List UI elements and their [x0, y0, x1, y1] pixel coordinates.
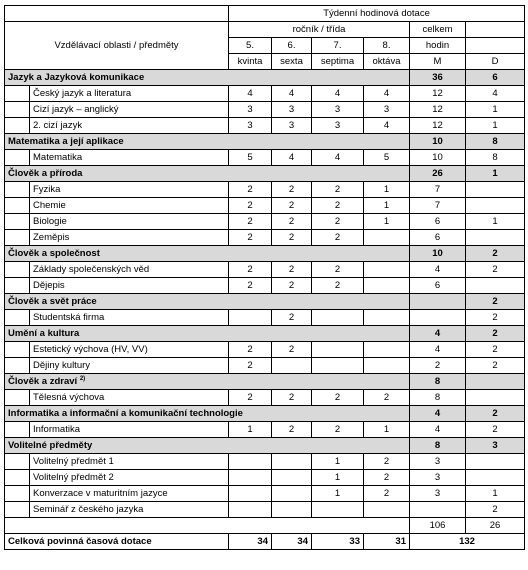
grade-hours: 2: [229, 182, 272, 198]
subject-total-d: 1: [466, 102, 525, 118]
section-total-m: 8: [410, 438, 466, 454]
section-title-text: Informatika a informační a komunikační technologie: [8, 408, 243, 419]
subject-total-d: 2: [466, 310, 525, 326]
grade-total: 33: [312, 534, 364, 550]
indent-cell: [5, 358, 30, 374]
subject-total-d: [466, 470, 525, 486]
section-total-d: [466, 374, 525, 390]
subject-name: Cizí jazyk – anglický: [30, 102, 229, 118]
grade-hours: 2: [312, 230, 364, 246]
grade-hours: [229, 454, 272, 470]
section-total-d: 1: [466, 166, 525, 182]
subject-total-d: 2: [466, 358, 525, 374]
grade-hours: 3: [312, 118, 364, 134]
grade-hours: 2: [229, 278, 272, 294]
subject-total-m: 12: [410, 102, 466, 118]
grade-hours: [364, 310, 410, 326]
column-d-header: D: [466, 54, 525, 70]
grade-hours: 2: [272, 214, 312, 230]
grade-hours: 2: [272, 342, 312, 358]
grade-hours: 5: [229, 150, 272, 166]
grade-hours: [312, 342, 364, 358]
grade-hours: 2: [272, 422, 312, 438]
section-row: [5, 326, 525, 342]
grade-hours: 4: [229, 86, 272, 102]
grade-hours: 3: [272, 102, 312, 118]
subjects-header: Vzdělávací oblasti / předměty: [5, 22, 229, 70]
section-title-text: Člověk a společnost: [8, 248, 100, 259]
grade-hours: 4: [364, 118, 410, 134]
subject-row: [5, 358, 525, 374]
section-total-m: [410, 294, 466, 310]
grade-num-5: 5.: [229, 38, 272, 54]
indent-cell: [5, 390, 30, 406]
grade-name-sexta: sexta: [272, 54, 312, 70]
subject-total-d: 1: [466, 486, 525, 502]
grade-total: 34: [229, 534, 272, 550]
grade-hours: 2: [312, 422, 364, 438]
grade-hours: 2: [364, 486, 410, 502]
grade-hours: 1: [312, 486, 364, 502]
grade-total: 31: [364, 534, 410, 550]
subject-total-m: 8: [410, 390, 466, 406]
section-row: [5, 166, 525, 182]
grade-hours: 2: [229, 262, 272, 278]
subject-total-m: 12: [410, 86, 466, 102]
subject-total-d: 2: [466, 502, 525, 518]
grade-hours: [272, 502, 312, 518]
total-hours-label-2: hodin: [410, 38, 466, 54]
section-row: [5, 134, 525, 150]
grade-hours: [229, 470, 272, 486]
subject-row: [5, 230, 525, 246]
subject-total-d: 1: [466, 118, 525, 134]
section-total-m: 26: [410, 166, 466, 182]
section-title: [5, 70, 410, 86]
section-total-d: 2: [466, 294, 525, 310]
subject-row: [5, 198, 525, 214]
grade-hours: 2: [229, 342, 272, 358]
subject-row: [5, 342, 525, 358]
grade-hours: 4: [272, 150, 312, 166]
subject-total-m: 4: [410, 422, 466, 438]
grade-hours: [272, 470, 312, 486]
grade-name-septima: septima: [312, 54, 364, 70]
total-row: [5, 534, 525, 550]
grade-hours: 4: [272, 86, 312, 102]
sum-blank: [5, 518, 410, 534]
grade-hours: [364, 278, 410, 294]
header-blank: [5, 6, 229, 22]
indent-cell: [5, 502, 30, 518]
subject-total-d: [466, 230, 525, 246]
grade-hours: 1: [364, 422, 410, 438]
grade-hours: 3: [229, 118, 272, 134]
subject-total-d: 2: [466, 262, 525, 278]
subject-total-m: 7: [410, 182, 466, 198]
indent-cell: [5, 230, 30, 246]
indent-cell: [5, 86, 30, 102]
subject-row: [5, 86, 525, 102]
subject-name: Fyzika: [30, 182, 229, 198]
grade-hours: [229, 310, 272, 326]
grade-hours: 5: [364, 150, 410, 166]
grade-header: ročník / třída: [229, 22, 410, 38]
grade-hours: 2: [272, 278, 312, 294]
subject-row: [5, 214, 525, 230]
section-title: [5, 246, 410, 262]
grade-hours: 2: [272, 198, 312, 214]
subject-row: [5, 102, 525, 118]
indent-cell: [5, 214, 30, 230]
subject-row: [5, 118, 525, 134]
section-title-text: Člověk a zdraví: [8, 376, 78, 387]
grade-hours: [364, 262, 410, 278]
subject-total-m: 12: [410, 118, 466, 134]
grade-hours: 2: [229, 198, 272, 214]
section-total-m: 36: [410, 70, 466, 86]
indent-cell: [5, 150, 30, 166]
grade-hours: 3: [312, 102, 364, 118]
subject-total-m: 3: [410, 454, 466, 470]
section-title: [5, 374, 410, 390]
subject-row: [5, 150, 525, 166]
grade-hours: 2: [272, 182, 312, 198]
subject-total-d: 8: [466, 150, 525, 166]
subject-row: [5, 502, 525, 518]
section-row: [5, 246, 525, 262]
subject-row: [5, 470, 525, 486]
subject-name: Informatika: [30, 422, 229, 438]
section-title: [5, 438, 410, 454]
subject-total-d: [466, 198, 525, 214]
grade-hours: 2: [272, 310, 312, 326]
sum-row: [5, 518, 525, 534]
grade-hours: 2: [229, 390, 272, 406]
subject-row: [5, 310, 525, 326]
grade-hours: 2: [312, 262, 364, 278]
section-title: [5, 406, 410, 422]
section-total-d: 6: [466, 70, 525, 86]
grade-hours: 3: [229, 102, 272, 118]
subject-total-d: [466, 278, 525, 294]
grade-hours: 1: [364, 182, 410, 198]
subject-total-m: 7: [410, 198, 466, 214]
section-row: [5, 374, 525, 390]
section-row: [5, 294, 525, 310]
overall-total: 132: [410, 534, 525, 550]
grade-hours: 2: [272, 230, 312, 246]
subject-name: Tělesná výchova: [30, 390, 229, 406]
section-total-m: 8: [410, 374, 466, 390]
subject-name: Studentská firma: [30, 310, 229, 326]
subject-total-m: 3: [410, 486, 466, 502]
subject-total-m: 6: [410, 278, 466, 294]
subject-row: [5, 262, 525, 278]
grade-hours: [229, 486, 272, 502]
total-d-blank-2: [466, 38, 525, 54]
section-total-m: 4: [410, 326, 466, 342]
subject-row: [5, 278, 525, 294]
subject-name: Dějiny kultury: [30, 358, 229, 374]
section-title-text: Volitelné předměty: [8, 440, 93, 451]
section-total-d: 3: [466, 438, 525, 454]
grade-hours: 2: [364, 390, 410, 406]
grade-hours: [272, 454, 312, 470]
grade-hours: 2: [364, 454, 410, 470]
sum-m: 106: [410, 518, 466, 534]
section-title-text: Umění a kultura: [8, 328, 80, 339]
subject-name: Konverzace v maturitním jazyce: [30, 486, 229, 502]
grade-num-7: 7.: [312, 38, 364, 54]
subject-total-m: 6: [410, 214, 466, 230]
grade-name-kvinta: kvinta: [229, 54, 272, 70]
grade-hours: 2: [272, 262, 312, 278]
grade-hours: 1: [364, 198, 410, 214]
subject-row: [5, 390, 525, 406]
indent-cell: [5, 198, 30, 214]
subject-name: Estetický výchova (HV, VV): [30, 342, 229, 358]
grade-hours: [229, 502, 272, 518]
subject-total-m: [410, 502, 466, 518]
section-title: [5, 166, 410, 182]
grade-hours: 1: [312, 470, 364, 486]
indent-cell: [5, 470, 30, 486]
section-total-m: 10: [410, 246, 466, 262]
grade-hours: [312, 358, 364, 374]
subject-name: Matematika: [30, 150, 229, 166]
grade-hours: [312, 310, 364, 326]
indent-cell: [5, 486, 30, 502]
grade-hours: 1: [229, 422, 272, 438]
subject-total-m: 10: [410, 150, 466, 166]
section-total-d: 2: [466, 326, 525, 342]
section-total-m: 10: [410, 134, 466, 150]
grade-hours: 2: [364, 470, 410, 486]
subject-total-d: 2: [466, 342, 525, 358]
indent-cell: [5, 262, 30, 278]
grade-hours: 2: [312, 214, 364, 230]
grade-hours: [364, 342, 410, 358]
section-title-text: Matematika a její aplikace: [8, 136, 124, 147]
subject-row: [5, 422, 525, 438]
subject-name: Dějepis: [30, 278, 229, 294]
subject-row: [5, 486, 525, 502]
grade-hours: 2: [312, 390, 364, 406]
grade-hours: 2: [312, 182, 364, 198]
grade-hours: 2: [312, 198, 364, 214]
total-d-blank: [466, 22, 525, 38]
grade-hours: 4: [364, 86, 410, 102]
section-title-text: Jazyk a Jazyková komunikace: [8, 72, 145, 83]
column-m-header: M: [410, 54, 466, 70]
grade-hours: 4: [312, 86, 364, 102]
total-label: Celková povinná časová dotace: [5, 534, 229, 550]
grade-total: 34: [272, 534, 312, 550]
total-hours-label-1: celkem: [410, 22, 466, 38]
subject-total-m: 4: [410, 342, 466, 358]
subject-name: Seminář z českého jazyka: [30, 502, 229, 518]
indent-cell: [5, 310, 30, 326]
grade-name-oktava: oktáva: [364, 54, 410, 70]
grade-num-8: 8.: [364, 38, 410, 54]
subject-total-m: 3: [410, 470, 466, 486]
grade-hours: 2: [229, 214, 272, 230]
footnote-marker: 2): [79, 375, 86, 382]
subject-total-d: 1: [466, 214, 525, 230]
sum-d: 26: [466, 518, 525, 534]
section-row: [5, 70, 525, 86]
section-title-text: Člověk a příroda: [8, 168, 83, 179]
grade-hours: 4: [312, 150, 364, 166]
grade-hours: 2: [229, 230, 272, 246]
section-title-text: Člověk a svět práce: [8, 296, 97, 307]
subject-name: 2. cizí jazyk: [30, 118, 229, 134]
section-row: [5, 406, 525, 422]
grade-num-6: 6.: [272, 38, 312, 54]
subject-total-d: 4: [466, 86, 525, 102]
grade-hours: 2: [272, 390, 312, 406]
grade-hours: 2: [312, 278, 364, 294]
subject-total-m: [410, 310, 466, 326]
subject-name: Český jazyk a literatura: [30, 86, 229, 102]
indent-cell: [5, 118, 30, 134]
indent-cell: [5, 278, 30, 294]
grade-hours: [272, 358, 312, 374]
grade-hours: [364, 230, 410, 246]
grade-hours: 1: [312, 454, 364, 470]
grade-hours: 3: [272, 118, 312, 134]
section-title: [5, 294, 410, 310]
subject-total-d: [466, 390, 525, 406]
section-title: [5, 134, 410, 150]
subject-name: Zeměpis: [30, 230, 229, 246]
subject-total-d: [466, 454, 525, 470]
grade-hours: 1: [364, 214, 410, 230]
section-total-m: 4: [410, 406, 466, 422]
grade-hours: 2: [229, 358, 272, 374]
grade-hours: [364, 358, 410, 374]
section-total-d: 8: [466, 134, 525, 150]
subject-row: [5, 454, 525, 470]
section-title: [5, 326, 410, 342]
section-row: [5, 438, 525, 454]
grade-hours: [364, 502, 410, 518]
subject-name: Volitelný předmět 2: [30, 470, 229, 486]
indent-cell: [5, 182, 30, 198]
subject-total-d: 2: [466, 422, 525, 438]
grade-hours: [272, 486, 312, 502]
indent-cell: [5, 422, 30, 438]
hour-allocation-table: [4, 5, 525, 550]
subject-total-m: 6: [410, 230, 466, 246]
subject-total-d: [466, 182, 525, 198]
subject-total-m: 2: [410, 358, 466, 374]
grade-hours: [312, 502, 364, 518]
subject-row: [5, 182, 525, 198]
grade-hours: 3: [364, 102, 410, 118]
table-title: Týdenní hodinová dotace: [229, 6, 525, 22]
subject-name: Volitelný předmět 1: [30, 454, 229, 470]
section-total-d: 2: [466, 246, 525, 262]
subject-total-m: 4: [410, 262, 466, 278]
subject-name: Chemie: [30, 198, 229, 214]
subject-name: Základy společenských věd: [30, 262, 229, 278]
subject-name: Biologie: [30, 214, 229, 230]
section-total-d: 2: [466, 406, 525, 422]
indent-cell: [5, 342, 30, 358]
indent-cell: [5, 102, 30, 118]
indent-cell: [5, 454, 30, 470]
